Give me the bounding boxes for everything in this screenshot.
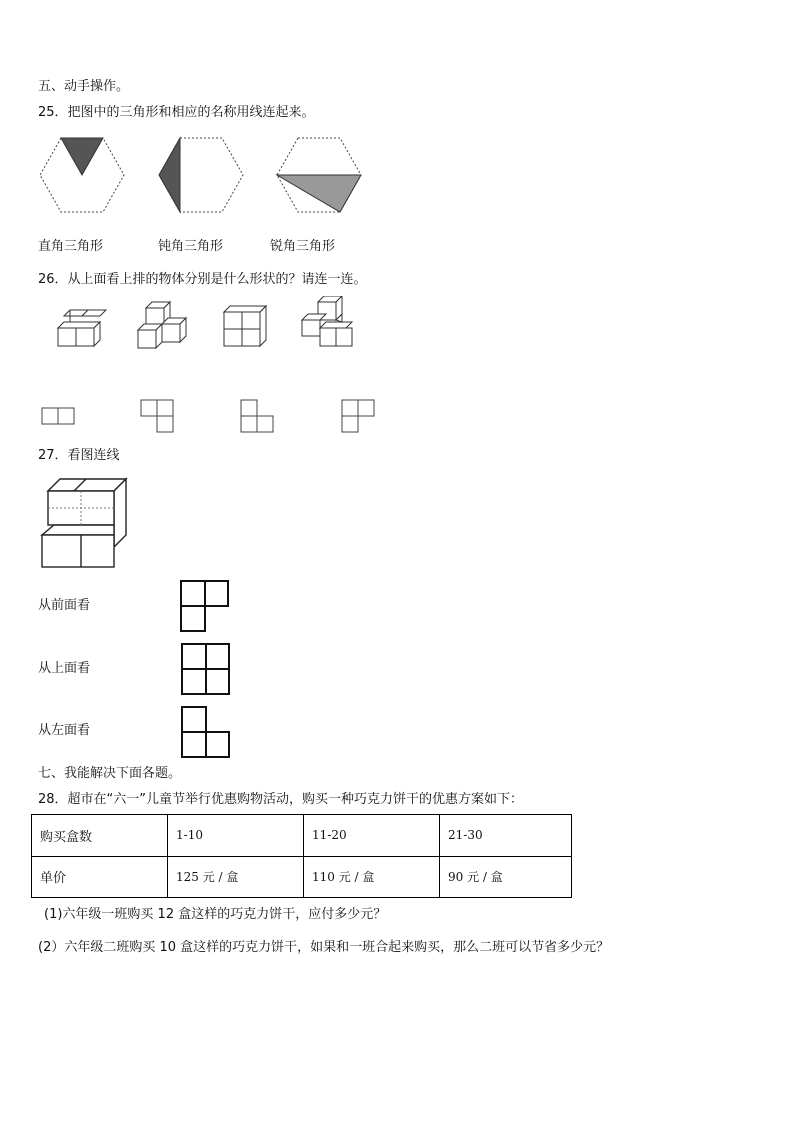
cube-stack-4 xyxy=(302,296,352,346)
question-28-sub-1: (1)六年级一班购买 12 盒这样的巧克力饼干，应付多少元？ xyxy=(44,907,387,922)
top-view-option-1 xyxy=(42,408,74,424)
table-row xyxy=(32,815,572,857)
view-shapes-figure xyxy=(178,578,232,760)
top-view-option-2 xyxy=(141,400,173,432)
table-cell: 单价 xyxy=(32,856,168,898)
question-28: 28．超市在“六一”儿童节举行优惠购物活动，购买一种巧克力饼干的优惠方案如下： xyxy=(38,792,524,807)
view-shape-front xyxy=(181,581,228,631)
section-heading-5: 五、动手操作。 xyxy=(38,79,130,94)
label-right-triangle: 直角三角形 xyxy=(38,239,104,254)
hexagon-right-triangle xyxy=(40,138,124,212)
table-cell: 1-10 xyxy=(168,815,304,857)
hexagon-triangles-figure xyxy=(36,134,366,218)
view-shape-top xyxy=(182,644,229,694)
table-cell: 购买盒数 xyxy=(32,815,168,857)
top-view-option-3 xyxy=(241,400,273,432)
top-view-shapes-figure xyxy=(38,396,383,436)
view-label-left: 从左面看 xyxy=(38,723,91,738)
label-obtuse-triangle: 钝角三角形 xyxy=(158,239,224,254)
view-shape-left xyxy=(182,707,229,757)
cube-stack-1 xyxy=(58,310,106,346)
label-acute-triangle: 锐角三角形 xyxy=(270,239,336,254)
question-28-sub-2: (2）六年级二班购买 10 盒这样的巧克力饼干，如果和一班合起来购买，那么二班可以节省多少元？ xyxy=(38,940,610,955)
view-label-top: 从上面看 xyxy=(38,661,91,676)
hexagon-acute-triangle xyxy=(277,138,361,212)
top-view-option-4 xyxy=(342,400,374,432)
question-27: 27．看图连线 xyxy=(38,448,120,463)
section-heading-7: 七、我能解决下面各题。 xyxy=(38,766,182,781)
cube-stack-2 xyxy=(138,302,186,348)
table-cell: 11-20 xyxy=(304,815,440,857)
hexagon-obtuse-triangle xyxy=(159,138,243,212)
table-cell: 110 元 / 盒 xyxy=(304,856,440,898)
cube-stack-3 xyxy=(224,306,266,346)
table-cell: 125 元 / 盒 xyxy=(168,856,304,898)
cube-solid-figure xyxy=(38,475,134,571)
view-label-front: 从前面看 xyxy=(38,598,91,613)
question-26: 26．从上面看上排的物体分别是什么形状的？请连一连。 xyxy=(38,272,367,287)
question-25: 25．把图中的三角形和相应的名称用线连起来。 xyxy=(38,105,315,120)
table-cell: 90 元 / 盒 xyxy=(440,856,572,898)
table-row xyxy=(32,856,572,898)
cube-stacks-figure xyxy=(50,296,360,352)
table-cell: 21-30 xyxy=(440,815,572,857)
price-table xyxy=(31,814,572,898)
